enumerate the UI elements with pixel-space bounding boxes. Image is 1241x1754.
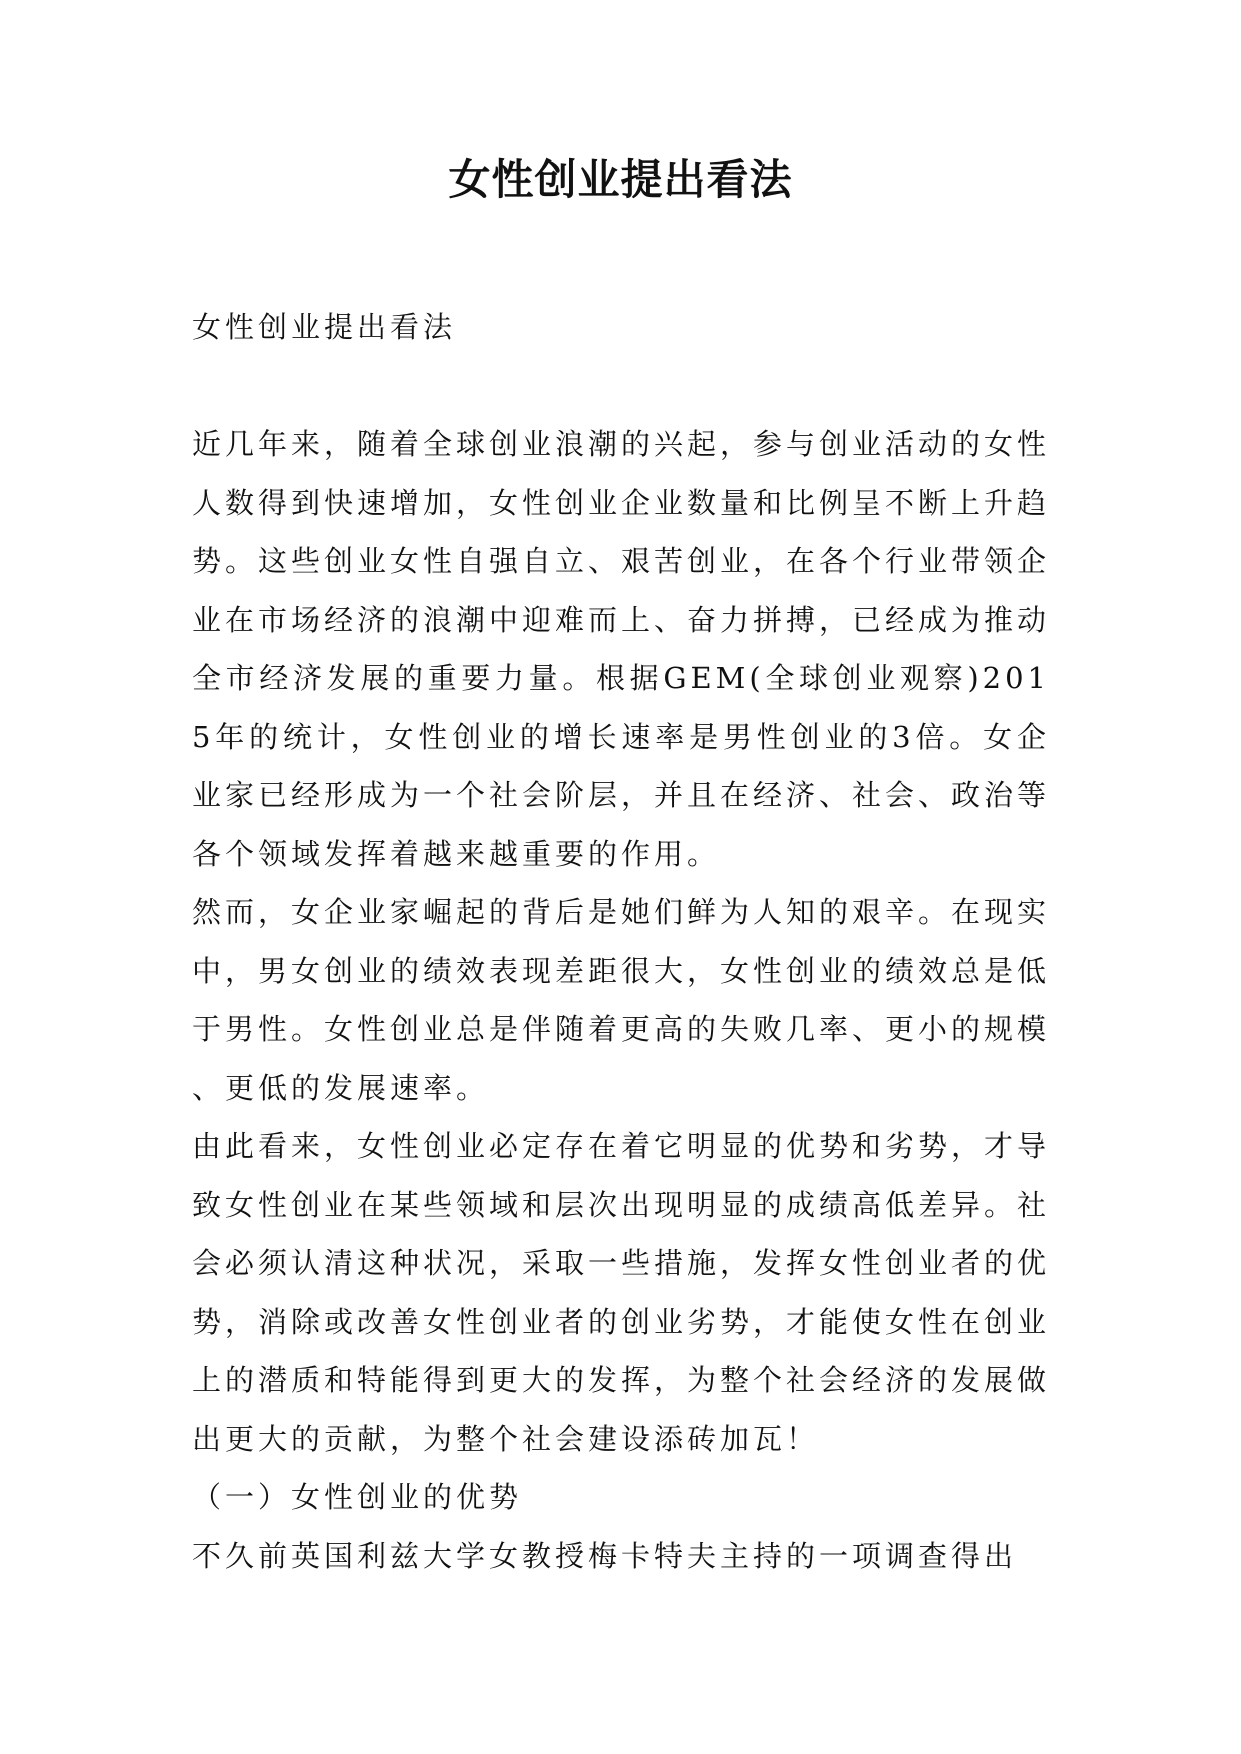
paragraph-survey: 不久前英国利兹大学女教授梅卡特夫主持的一项调查得出: [192, 1538, 1018, 1573]
document-body: [192, 298, 1050, 1585]
paragraph-hardship: 然而，女企业家崛起的背后是她们鲜为人知的艰辛。在现实中，男女创业的绩效表现差距很大，女性创业的绩效总是低于男性。女性创业总是伴随着更高的失败几率、更小的规模、更低的发展速率。: [192, 895, 1051, 1105]
paragraph-conclusion: 由此看来，女性创业必定存在着它明显的优势和劣势，才导致女性创业在某些领域和层次出现明显的成绩高低差异。社会必须认清这种状况，采取一些措施，发挥女性创业者的优势，消除或改善女性创业者的创业劣势，才能使女性在创业上的潜质和特能得到更大的发挥，为整个社会经济的发展做出更大的贡献，为整个社会建设添砖加瓦！: [192, 1129, 1051, 1456]
document-subtitle: 女性创业提出看法: [192, 310, 457, 344]
document-title: 女性创业提出看法: [448, 155, 793, 204]
section-heading-advantages: （一）女性创业的优势: [192, 1480, 523, 1514]
paragraph-intro: 近几年来，随着全球创业浪潮的兴起，参与创业活动的女性人数得到快速增加，女性创业企业数量和比例呈不断上升趋势。这些创业女性自强自立、艰苦创业，在各个行业带领企业在市场经济的浪潮中迎难而上、奋力拼搏，已经成为推动全市经济发展的重要力量。根据GEM(全球创业观察)2015年的统计，女性创业的增长速率是男性创业的3倍。女企业家已经形成为一个社会阶层，并且在经济、社会、政治等各个领域发挥着越来越重要的作用。: [192, 427, 1051, 871]
